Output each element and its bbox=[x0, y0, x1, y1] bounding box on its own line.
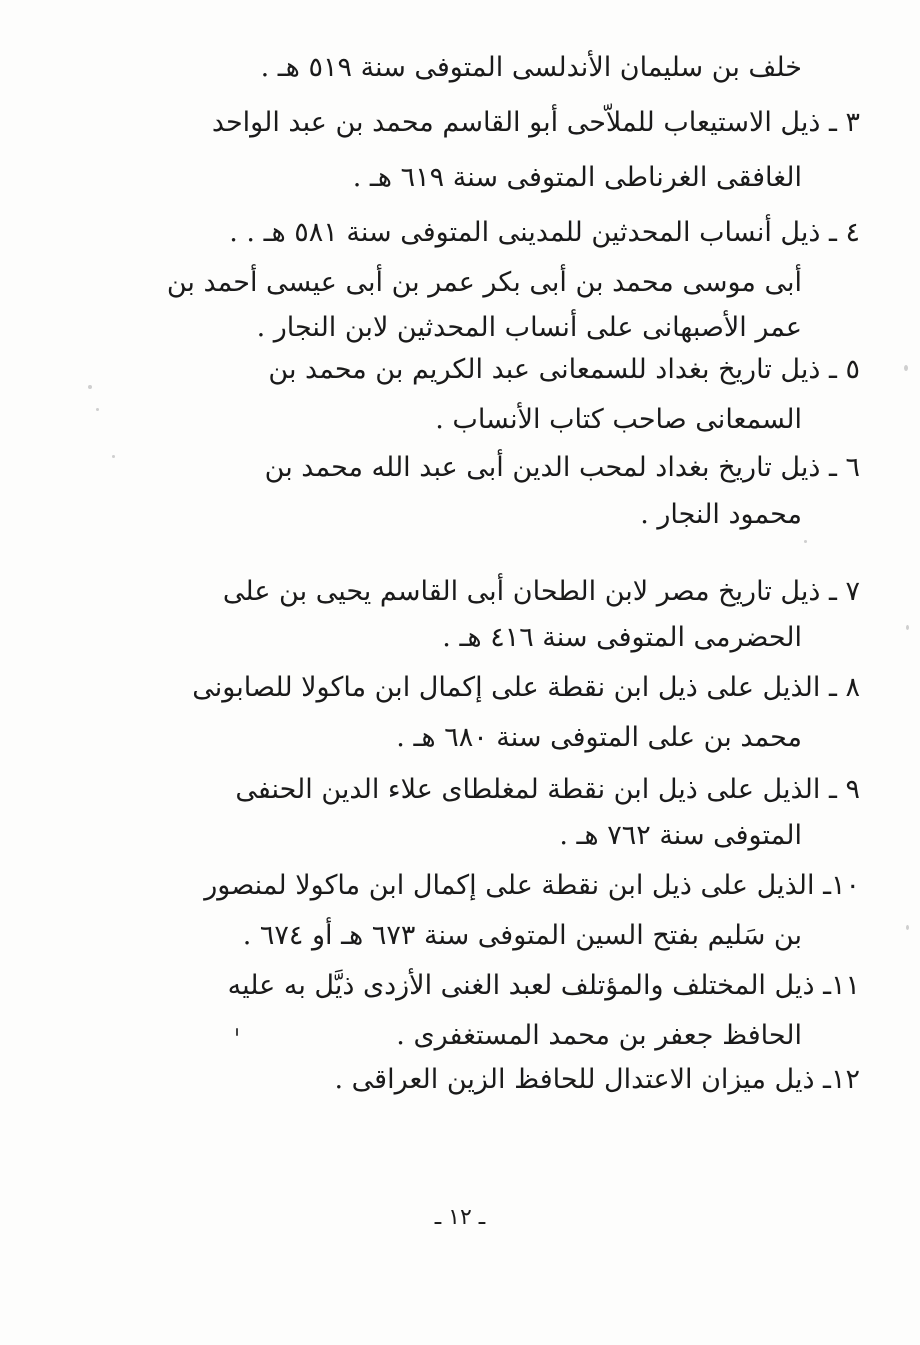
text-line: السمعانى صاحب كتاب الأنساب . bbox=[435, 404, 802, 435]
scan-speck bbox=[906, 925, 909, 930]
text-line: ١١ـ ذيل المختلف والمؤتلف لعبد الغنى الأزدى ذيَّل به عليه bbox=[227, 970, 860, 1001]
scan-speck bbox=[96, 408, 99, 411]
text-line: الحضرمى المتوفى سنة ٤١٦ هـ . bbox=[442, 622, 802, 653]
text-line: ٨ ـ الذيل على ذيل ابن نقطة على إكمال ابن ماكولا للصابونى bbox=[192, 672, 860, 703]
ink-mark bbox=[236, 1028, 238, 1036]
scan-speck bbox=[112, 455, 115, 458]
text-line: ١٠ـ الذيل على ذيل ابن نقطة على إكمال ابن ماكولا لمنصور bbox=[204, 870, 860, 901]
text-line: ٥ ـ ذيل تاريخ بغداد للسمعانى عبد الكريم بن محمد بن bbox=[268, 354, 860, 385]
text-line: ٤ ـ ذيل أنساب المحدثين للمدينى المتوفى سنة ٥٨١ هـ . . bbox=[229, 217, 860, 248]
text-line: خلف بن سليمان الأندلسى المتوفى سنة ٥١٩ هـ . bbox=[260, 52, 802, 83]
text-line: بن سَليم بفتح السين المتوفى سنة ٦٧٣ هـ أو ٦٧٤ . bbox=[242, 920, 802, 951]
text-line: ٣ ـ ذيل الاستيعاب للملاّحى أبو القاسم محمد بن عبد الواحد bbox=[211, 107, 860, 138]
text-line: عمر الأصبهانى على أنساب المحدثين لابن النجار . bbox=[256, 312, 802, 343]
text-line: المتوفى سنة ٧٦٢ هـ . bbox=[559, 820, 802, 851]
text-line: ١٢ـ ذيل ميزان الاعتدال للحافظ الزين العراقى . bbox=[334, 1064, 860, 1095]
scan-speck bbox=[88, 385, 92, 389]
scan-speck bbox=[904, 365, 908, 371]
text-line: محمود النجار . bbox=[640, 499, 802, 530]
text-line: ٩ ـ الذيل على ذيل ابن نقطة لمغلطاى علاء الدين الحنفى bbox=[235, 774, 860, 805]
text-line: ٧ ـ ذيل تاريخ مصر لابن الطحان أبى القاسم يحيى بن على bbox=[222, 576, 860, 607]
scan-speck bbox=[906, 625, 909, 630]
scan-speck bbox=[804, 540, 807, 543]
text-line: أبى موسى محمد بن أبى بكر عمر بن أبى عيسى أحمد بن bbox=[166, 267, 802, 298]
page-number: ـ ١٢ ـ bbox=[434, 1205, 486, 1230]
text-line: محمد بن على المتوفى سنة ٦٨٠ هـ . bbox=[396, 722, 802, 753]
text-line: الحافظ جعفر بن محمد المستغفرى . bbox=[396, 1020, 802, 1051]
text-line: ٦ ـ ذيل تاريخ بغداد لمحب الدين أبى عبد الله محمد بن bbox=[264, 452, 860, 483]
text-line: الغافقى الغرناطى المتوفى سنة ٦١٩ هـ . bbox=[352, 162, 802, 193]
